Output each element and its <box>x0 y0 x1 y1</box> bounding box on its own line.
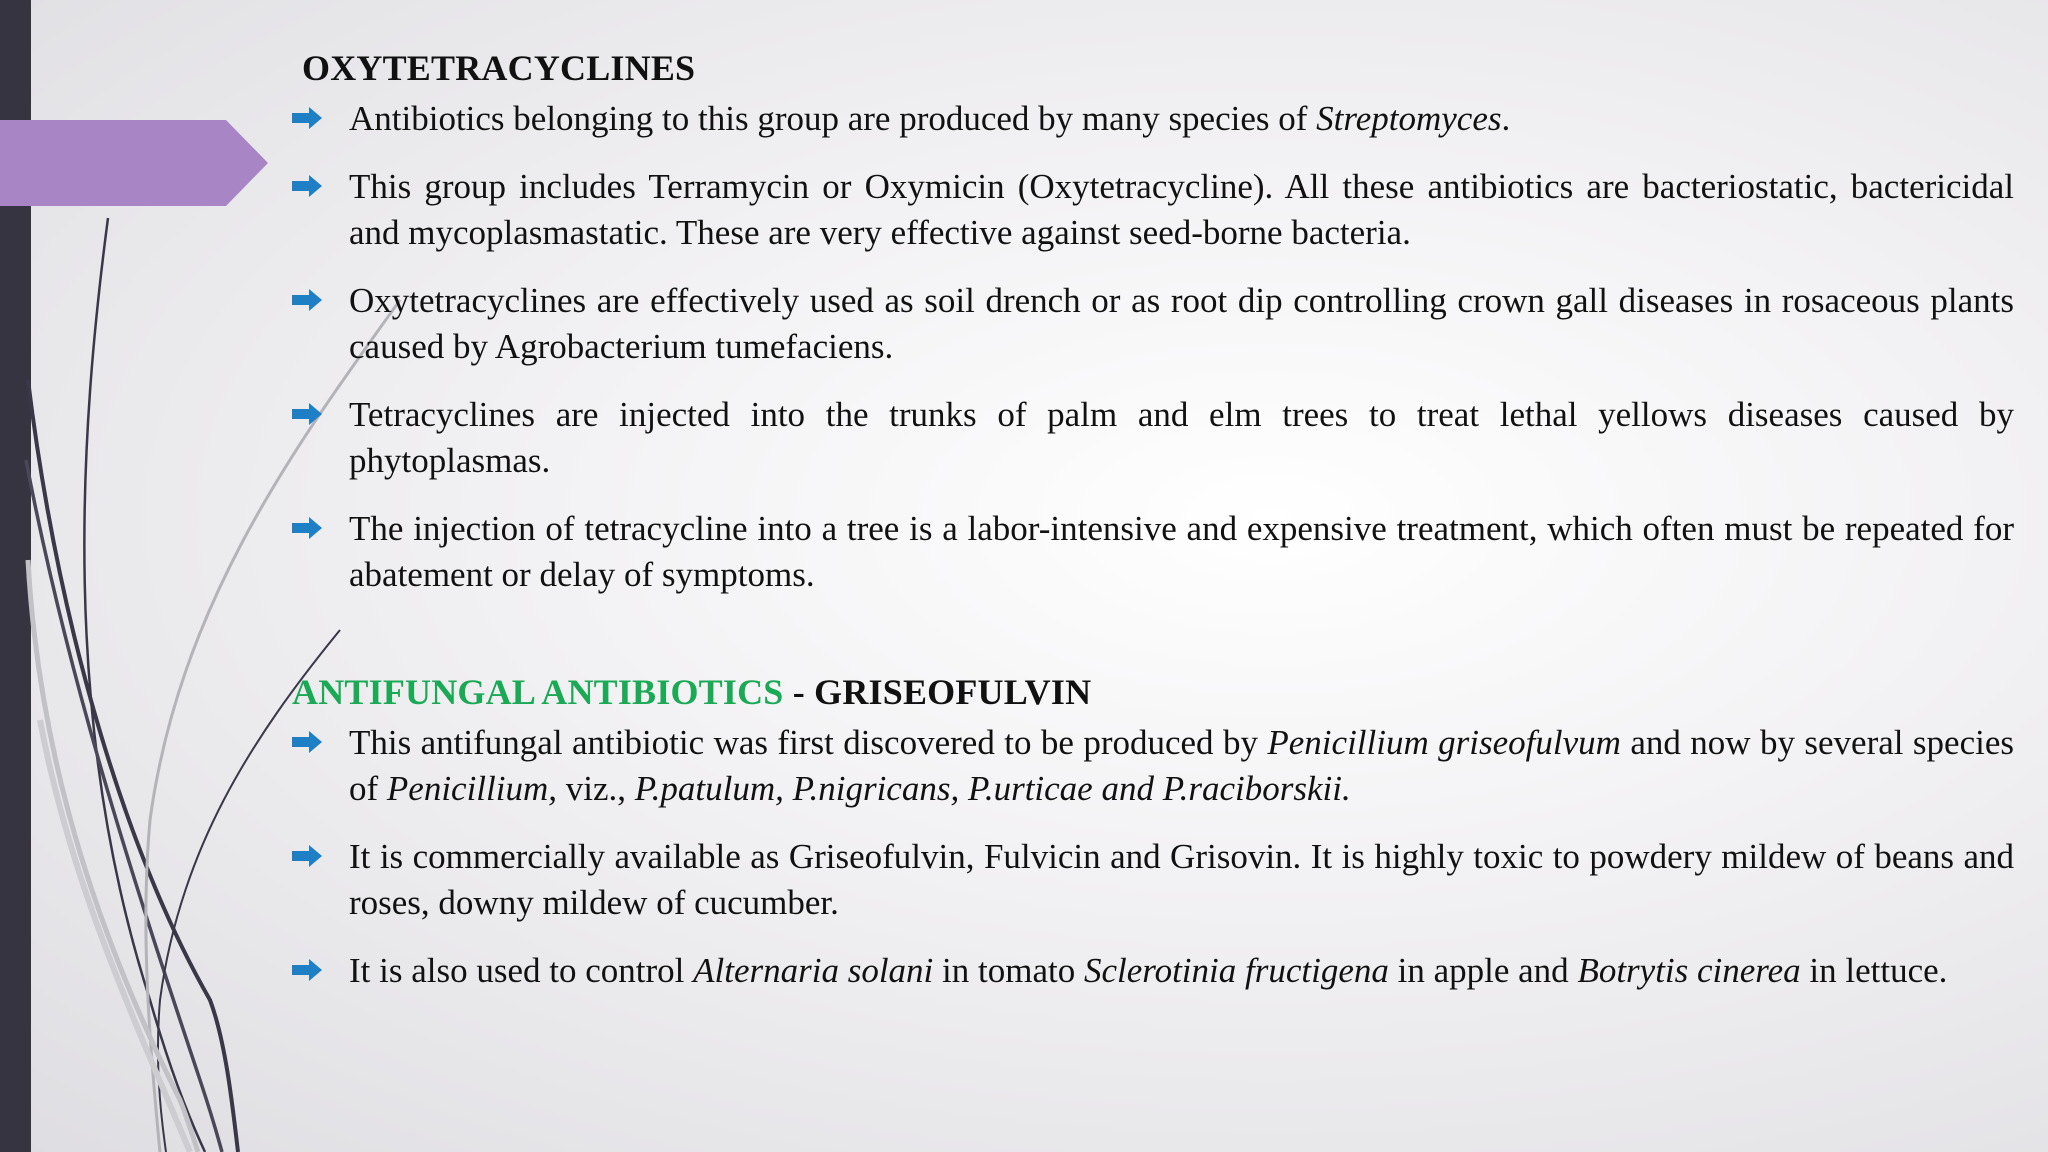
heading-green-part: ANTIFUNGAL ANTIBIOTICS <box>292 672 784 712</box>
right-arrow-bullet-icon <box>292 175 322 197</box>
bullet-text: Antibiotics belonging to this group are produced by many species of <box>349 99 1317 138</box>
right-arrow-bullet-icon <box>292 403 322 425</box>
right-arrow-bullet-icon <box>292 107 322 129</box>
bullet-text: in apple and <box>1388 951 1578 990</box>
list-item <box>292 278 2014 370</box>
bullet-text-italic: Streptomyces <box>1316 99 1502 138</box>
list-item <box>292 948 2014 994</box>
list-item <box>292 164 2014 256</box>
bullet-text: Tetracyclines are injected into the trunks of palm and elm trees to treat lethal yellows diseases caused by phytoplasmas. <box>349 395 2014 480</box>
bullet-text-italic: Alternaria solani <box>693 951 934 990</box>
right-arrow-bullet-icon <box>292 289 322 311</box>
griseofulvin-bullet-list <box>292 720 2014 994</box>
right-arrow-bullet-icon <box>292 959 322 981</box>
right-arrow-bullet-icon <box>292 731 322 753</box>
list-item <box>292 506 2014 598</box>
bullet-text-italic: Penicillium, <box>386 769 558 808</box>
bullet-text: in lettuce. <box>1800 951 1948 990</box>
section-heading-antifungal <box>292 664 2014 720</box>
curve-dark-1 <box>84 218 205 1152</box>
bullet-text: . <box>1501 99 1511 138</box>
bullet-text: This antifungal antibiotic was first discovered to be produced by <box>349 723 1268 762</box>
bullet-text: in tomato <box>933 951 1084 990</box>
bullet-text: It is also used to control <box>349 951 694 990</box>
right-arrow-bullet-icon <box>292 845 322 867</box>
bullet-text: The injection of tetracycline into a tree is a labor-intensive and expensive treatment, which often must be repeated for abatement or delay of symptoms. <box>349 509 2014 594</box>
section-heading-oxytetracyclines: OXYTETRACYCLINES <box>302 48 696 88</box>
list-item <box>292 720 2014 812</box>
slide-content <box>292 40 2014 1016</box>
list-item <box>292 834 2014 926</box>
bullet-text-italic: Sclerotinia fructigena <box>1083 951 1389 990</box>
bullet-text-italic: P.patulum, P.nigricans, P.urticae and P.raciborskii. <box>634 769 1351 808</box>
bullet-text-italic: Penicillium griseofulvum <box>1267 723 1621 762</box>
bullet-text: viz., <box>557 769 635 808</box>
list-item <box>292 96 2014 142</box>
heading-black-part: - GRISEOFULVIN <box>783 672 1092 712</box>
bullet-text: Oxytetracyclines are effectively used as soil drench or as root dip controlling crown gall diseases in rosaceous plants caused by Agrobacterium tumefaciens. <box>349 281 2014 366</box>
oxytetracyclines-bullet-list <box>292 96 2014 598</box>
list-item <box>292 392 2014 484</box>
bullet-text-italic: Botrytis cinerea <box>1577 951 1801 990</box>
bullet-text: It is commercially available as Griseofulvin, Fulvicin and Grisovin. It is highly toxic to powdery mildew of beans and roses, downy mildew of cucumber. <box>349 837 2014 922</box>
bullet-text: and now by several species of <box>349 723 2014 808</box>
arrow-tab-decoration <box>0 120 270 206</box>
bullet-text: This group includes Terramycin or Oxymicin (Oxytetracycline). All these antibiotics are bacteriostatic, bactericidal and mycoplasmastatic. These are very effective against seed-borne bacteria. <box>349 167 2014 252</box>
right-arrow-bullet-icon <box>292 517 322 539</box>
